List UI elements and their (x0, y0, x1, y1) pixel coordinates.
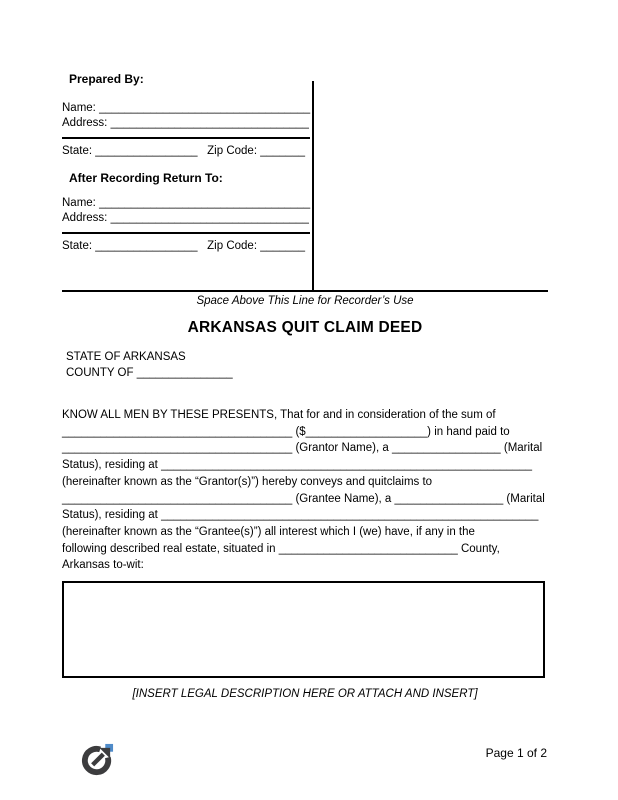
return-to-address-field: Address: _______________________________ (62, 212, 309, 224)
prepared-by-heading: Prepared By: (69, 72, 144, 86)
prepared-by-name-field: Name: _________________________________ (62, 102, 311, 114)
deed-body-line: Status), residing at ___________________________________________________________ (62, 509, 539, 522)
circular-arrow-logo-icon (80, 742, 115, 777)
deed-body-paragraph (62, 407, 564, 574)
deed-body-line: ____________________________________ ($___________________) in hand paid to (62, 425, 510, 438)
legal-description-note: [INSERT LEGAL DESCRIPTION HERE OR ATTACH AND INSERT] (132, 688, 478, 700)
document-title: ARKANSAS QUIT CLAIM DEED (187, 319, 423, 336)
deed-body-line: (hereinafter known as the “Grantee(s)”) all interest which I (we) have, if any in the (62, 525, 475, 538)
return-to-state-zip-field: State: ________________ Zip Code: _______ (62, 240, 305, 252)
recorder-block-horizontal-divider (62, 290, 548, 292)
prepared-by-state-zip-field: State: ________________ Zip Code: _______ (62, 145, 305, 157)
prepared-by-address-line-2 (62, 137, 310, 139)
state-of-arkansas-line: STATE OF ARKANSAS (66, 351, 186, 363)
legal-description-box (62, 581, 545, 678)
return-to-name-field: Name: _________________________________ (62, 197, 311, 209)
prepared-by-address-field: Address: _______________________________ (62, 117, 309, 129)
deed-body-line: ____________________________________ (Grantor Name), a _________________ (Marital (62, 442, 543, 455)
county-of-field: COUNTY OF _______________ (66, 367, 233, 379)
deed-body-line: following described real estate, situated in ____________________________ County, (62, 542, 500, 555)
deed-body-line: Arkansas to-wit: (62, 559, 144, 572)
deed-body-line: (hereinafter known as the “Grantor(s)”) hereby conveys and quitclaims to (62, 475, 433, 488)
return-to-address-line-2 (62, 232, 310, 234)
recorder-block-vertical-divider (312, 81, 314, 291)
return-to-heading: After Recording Return To: (69, 171, 223, 185)
recorder-use-note: Space Above This Line for Recorder’s Use (196, 295, 414, 307)
deed-body-line: ____________________________________ (Grantee Name), a _________________ (Marital (62, 492, 545, 505)
page-indicator: Page 1 of 2 (485, 746, 547, 760)
deed-body-line: Status), residing at __________________________________________________________ (62, 459, 533, 472)
deed-body-line: KNOW ALL MEN BY THESE PRESENTS, That for and in consideration of the sum of (62, 409, 496, 421)
